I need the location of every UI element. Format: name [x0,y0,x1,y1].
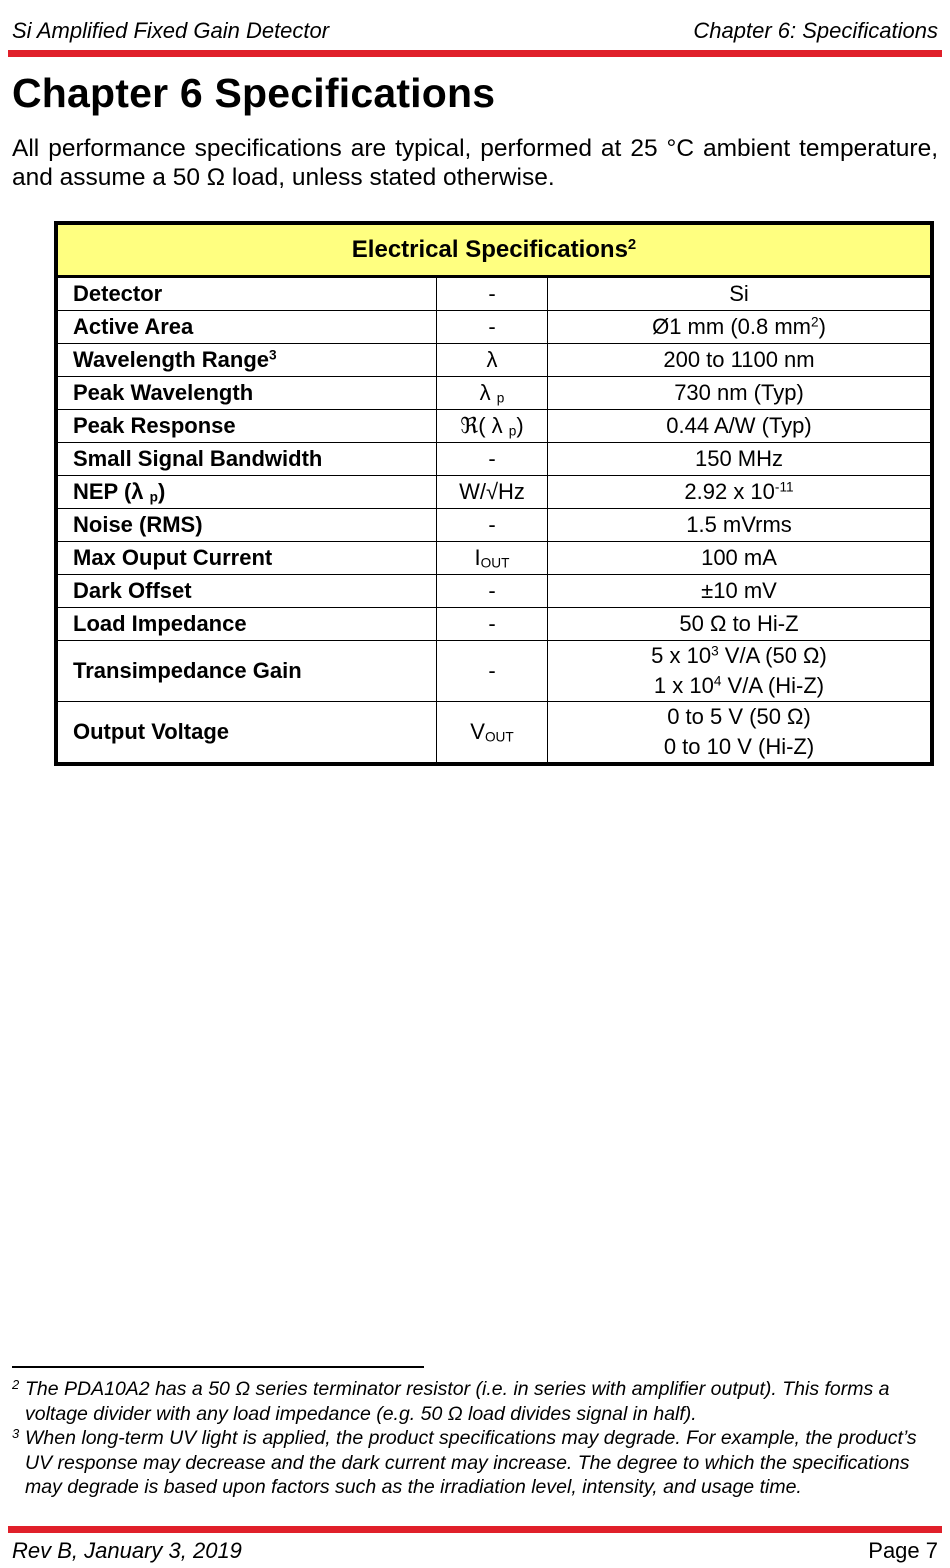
value-text: 1 x 10 [653,673,714,698]
param-symbol: - [437,443,548,476]
footnote-mark: 2 [12,1377,20,1392]
table-row [56,377,932,410]
value-superscript: -11 [774,479,794,495]
param-symbol [437,542,548,575]
table-row [56,702,932,765]
param-name: Noise (RMS) [56,509,437,542]
table-row [56,476,932,509]
table-row [56,608,932,641]
value-text: 2.92 x 10 [684,479,775,504]
param-value: 100 mA [548,542,933,575]
param-value: 150 MHz [548,443,933,476]
param-value [548,476,933,509]
value-superscript: 3 [711,643,719,659]
param-text-end: ) [157,479,166,504]
footnote-ref: 3 [269,347,277,363]
param-symbol [437,702,548,765]
param-value [548,641,933,702]
param-name: Transimpedance Gain [56,641,437,702]
table-row [56,277,932,311]
param-name: Load Impedance [56,608,437,641]
symbol-text: λ [479,380,491,405]
param-symbol: - [437,575,548,608]
param-name: Detector [56,277,437,311]
value-text: Ø1 mm (0.8 mm [652,314,811,339]
electrical-specifications-table [54,221,934,766]
table-row [56,575,932,608]
param-value: 200 to 1100 nm [548,344,933,377]
footnote-text: When long-term UV light is applied, the product specifications may degrade. For example, the product’s UV response may decrease and the dark current may increase. The degree to which the specifications may degrade is based upon factors such as the irradiation level, intensity, and usage time. [25,1427,917,1498]
table-row [56,410,932,443]
footer-rule [8,1526,942,1533]
symbol-text: V [470,719,485,744]
param-value [548,311,933,344]
value-line: 0 to 10 V (Hi-Z) [663,734,815,759]
param-value: 50 Ω to Hi-Z [548,608,933,641]
param-value: ±10 mV [548,575,933,608]
param-text: NEP (λ [73,479,144,504]
footnote [12,1426,938,1500]
param-name: Max Ouput Current [56,542,437,575]
param-name: Peak Response [56,410,437,443]
footnote [12,1377,938,1426]
param-symbol: - [437,311,548,344]
value-text-end: V/A (50 Ω) [718,643,827,668]
revision-date: Rev B, January 3, 2019 [12,1538,242,1563]
param-text: Wavelength Range [73,347,269,372]
param-value: 730 nm (Typ) [548,377,933,410]
table-heading [56,223,932,277]
table-row [56,509,932,542]
param-symbol: W/√Hz [437,476,548,509]
param-value: 1.5 mVrms [548,509,933,542]
value-superscript: 4 [713,673,722,689]
footnote-ref: 2 [627,236,637,253]
value-superscript: 2 [811,314,819,330]
page-title: Chapter 6 Specifications [12,70,496,116]
table-row [56,641,932,702]
table-heading-row [56,223,932,277]
footnote-text: The PDA10A2 has a 50 Ω series terminator resistor (i.e. in series with amplifier output). This forms a voltage divider with any load impedance (e.g. 50 Ω load divides signal in half). [25,1378,890,1425]
table-heading-text: Electrical Specifications [351,236,628,263]
param-name: Active Area [56,311,437,344]
value-line: 0 to 5 V (50 Ω) [667,704,811,729]
value-text: 5 x 10 [651,643,712,668]
param-value [548,702,933,765]
header-rule [8,50,942,57]
symbol-text-end: ) [516,413,524,438]
symbol-text: I [474,545,481,570]
symbol-subscript: p [508,423,517,439]
param-name [56,344,437,377]
param-name: Dark Offset [56,575,437,608]
table-row [56,443,932,476]
table-row [56,542,932,575]
intro-paragraph: All performance specifications are typical, performed at 25 °C ambient temperature, and assume a 50 Ω load, unless stated otherwise. [12,135,938,191]
param-name [56,476,437,509]
footnote-separator [12,1366,424,1368]
param-name: Peak Wavelength [56,377,437,410]
symbol-subscript: OUT [484,729,514,745]
param-name: Small Signal Bandwidth [56,443,437,476]
param-subscript: p [149,489,158,505]
value-text-end: ) [818,314,826,339]
param-name: Output Voltage [56,702,437,765]
footnotes [12,1377,938,1500]
running-header-title: Si Amplified Fixed Gain Detector [12,18,330,43]
param-symbol [437,377,548,410]
running-header-chapter: Chapter 6: Specifications [693,18,938,43]
param-value: 0.44 A/W (Typ) [548,410,933,443]
param-symbol: - [437,509,548,542]
symbol-subscript: p [496,390,505,406]
table-row [56,344,932,377]
symbol-text: ℜ( λ [460,413,503,438]
param-symbol: λ [437,344,548,377]
param-value: Si [548,277,933,311]
symbol-subscript: OUT [480,555,510,571]
param-symbol [437,410,548,443]
value-line [548,641,930,671]
page-number: Page 7 [868,1538,938,1563]
value-text-end: V/A (Hi-Z) [721,673,825,698]
param-symbol: - [437,641,548,702]
table-row [56,311,932,344]
param-symbol: - [437,608,548,641]
value-line [548,671,930,701]
footnote-mark: 3 [12,1426,20,1441]
param-symbol: - [437,277,548,311]
